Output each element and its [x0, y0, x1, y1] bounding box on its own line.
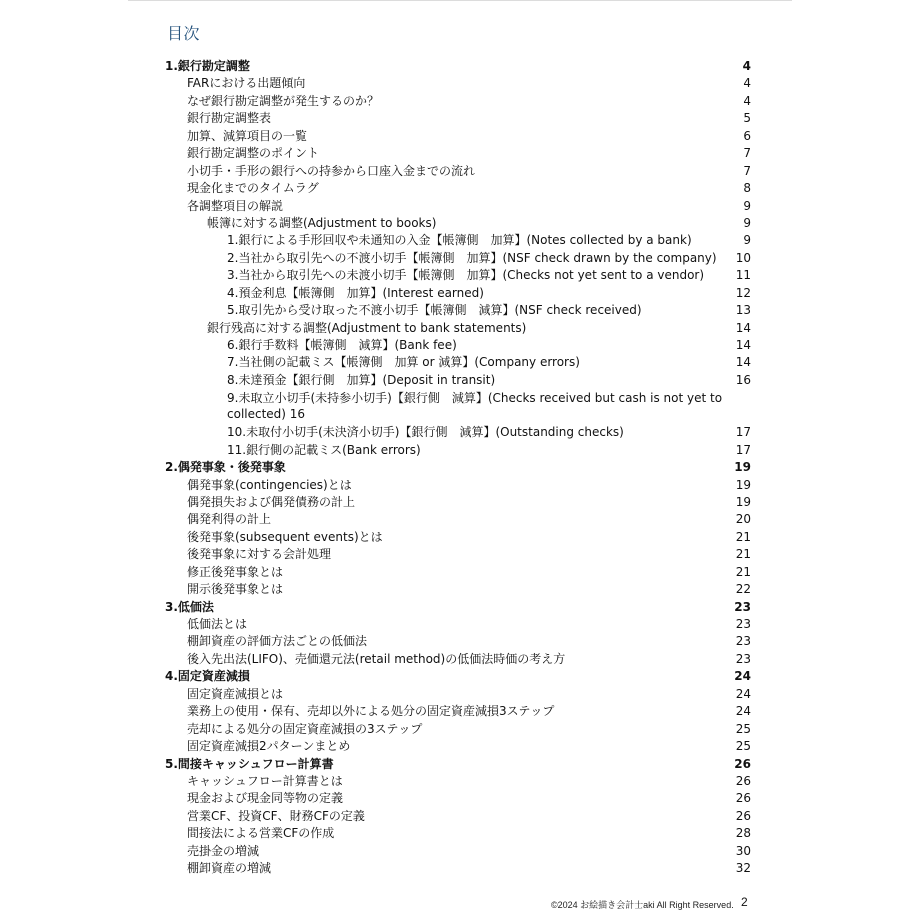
toc-entry-label: 低価法とは [187, 617, 248, 632]
toc-entry[interactable] [165, 860, 757, 877]
toc-entry-label: 現金および現金同等物の定義 [187, 791, 344, 806]
toc-entry-page-number: 17 [735, 442, 751, 457]
toc-entry-page-number: 26 [735, 808, 751, 823]
footer-copyright: ©2024 お絵描き会計士aki All Right Reserved. [551, 900, 734, 910]
toc-entry-label: 後入先出法(LIFO)、売価還元法(retail method)の低価法時価の考え方 [187, 651, 566, 666]
toc-entry[interactable] [165, 267, 757, 284]
toc-entry[interactable] [165, 721, 757, 738]
toc-entry-label: 修正後発事象とは [187, 564, 284, 579]
toc-entry-page-number: 5 [743, 111, 751, 126]
toc-entry-label: 業務上の使用・保有、売却以外による処分の固定資産減損3ステップ [187, 704, 555, 719]
toc-entry-label: 銀行勘定調整のポイント [187, 146, 320, 161]
toc-entry-label: なぜ銀行勘定調整が発生するのか？ [187, 93, 380, 108]
toc-entry-label: 6.銀行手数料【帳簿側 減算】(Bank fee) [227, 338, 457, 352]
toc-entry[interactable] [165, 180, 757, 197]
toc-entry[interactable] [165, 75, 757, 92]
toc-entry-page-number: 32 [735, 861, 751, 876]
toc-entry-page-number: 4 [743, 76, 751, 91]
toc-entry[interactable] [165, 337, 757, 354]
toc-entry-page-number: 19 [734, 460, 751, 475]
toc-entry[interactable] [165, 372, 757, 389]
toc-entry-label: 売掛金の増減 [187, 843, 260, 858]
toc-entry[interactable] [165, 389, 757, 424]
toc-entry-page-number: 17 [735, 425, 751, 440]
toc-entry-page-number: 26 [735, 791, 751, 806]
toc-entry-label: 5.取引先から受け取った不渡小切手【帳簿側 減算】(NSF check received) [227, 303, 642, 318]
toc-entry-page-number: 26 [735, 773, 751, 788]
toc-entry[interactable] [165, 738, 757, 755]
toc-entry-page-number: 21 [735, 564, 751, 579]
toc-entry[interactable] [165, 616, 757, 633]
toc-entry-page-number: 23 [734, 599, 751, 614]
toc-entry-page-number: 14 [735, 355, 751, 370]
toc-entry-label: 固定資産減損2パターンまとめ [187, 739, 351, 754]
toc-entry-label: 間接法による営業CFの作成 [187, 826, 335, 841]
toc-entry-label: 9.未取立小切手(未持参小切手)【銀行側 減算】(Checks received but cash is not yet to collected) 16 [227, 391, 723, 422]
toc-entry-page-number: 14 [735, 338, 751, 352]
toc-entry-page-number: 25 [735, 721, 751, 736]
toc-entry-label: 8.未達預金【銀行側 加算】(Deposit in transit) [227, 372, 496, 387]
toc-entry[interactable] [165, 320, 757, 337]
toc-entry-label: 1.銀行による手形回収や未通知の入金【帳簿側 加算】(Notes collected by a bank) [227, 233, 692, 248]
toc-entry-page-number: 6 [743, 128, 751, 143]
toc-entry[interactable] [165, 232, 757, 249]
toc-entry[interactable] [165, 163, 757, 180]
toc-entry-page-number: 21 [735, 547, 751, 562]
toc-entry-label: 帳簿に対する調整(Adjustment to books) [207, 215, 437, 230]
toc-entry-label: 小切手・手形の銀行への持参から口座入金までの流れ [187, 163, 476, 178]
toc-entry-page-number: 24 [735, 704, 751, 719]
toc-entry-label: 各調整項目の解説 [187, 198, 284, 213]
toc-entry-label: 営業CF、投資CF、財務CFの定義 [187, 808, 365, 823]
toc-entry[interactable] [165, 110, 757, 127]
toc-entry[interactable] [165, 442, 757, 459]
toc-entry-page-number: 9 [743, 233, 751, 248]
toc-entry-label: FARにおける出題傾向 [187, 76, 306, 91]
toc-entry[interactable] [165, 808, 757, 825]
toc-entry[interactable] [165, 564, 757, 581]
toc-entry-label: 2.当社から取引先への不渡小切手【帳簿側 加算】(NSF check drawn by the company) [227, 250, 717, 265]
toc-entry[interactable] [165, 302, 757, 319]
toc-entry-label: 偶発事象(contingencies)とは [187, 477, 352, 492]
toc-entry-label: 偶発損失および偶発債務の計上 [187, 494, 356, 509]
toc-entry-label: 3.当社から取引先への未渡小切手【帳簿側 加算】(Checks not yet sent to a vendor) [227, 268, 705, 283]
toc-entry[interactable] [165, 215, 757, 232]
toc-entry[interactable] [165, 651, 757, 668]
toc-entry-label: 後発事象(subsequent events)とは [187, 529, 383, 544]
toc-entry-page-number: 4 [743, 93, 751, 108]
toc-entry-label: 固定資産減損とは [187, 686, 284, 701]
toc-entry-page-number: 14 [735, 320, 751, 335]
toc-entry-page-number: 23 [735, 651, 751, 666]
toc-entry-label: 棚卸資産の評価方法ごとの低価法 [187, 634, 368, 649]
toc-entry[interactable] [165, 494, 757, 511]
toc-entry[interactable] [165, 459, 757, 476]
toc-entry[interactable] [165, 511, 757, 528]
toc-entry[interactable] [165, 529, 757, 546]
toc-entry-page-number: 12 [735, 285, 751, 300]
footer-page-number: 2 [741, 895, 748, 909]
toc-title: 目次 [167, 24, 201, 43]
toc-entry-page-number: 22 [735, 582, 751, 597]
toc-entry[interactable] [165, 668, 757, 685]
toc-entry-page-number: 4 [742, 59, 751, 73]
toc-entry-page-number: 19 [735, 494, 751, 509]
toc-entry[interactable] [165, 198, 757, 215]
toc-entry[interactable] [165, 599, 757, 616]
toc-entry[interactable] [165, 843, 757, 860]
toc-entry[interactable] [165, 703, 757, 720]
toc-entry-label: 銀行勘定調整表 [187, 111, 272, 126]
toc-entry[interactable] [165, 128, 757, 145]
toc-entry-page-number: 7 [743, 163, 751, 178]
toc-entry-label: 加算、減算項目の一覧 [187, 128, 308, 143]
toc-entry[interactable] [165, 285, 757, 302]
toc-entry-label: 売却による処分の固定資産減損の3ステップ [187, 721, 423, 736]
toc-entry-page-number: 8 [743, 181, 751, 196]
toc-entry[interactable] [165, 250, 757, 267]
toc-entry-page-number: 9 [743, 215, 751, 230]
toc-entry-page-number: 16 [735, 372, 751, 387]
toc-entry[interactable] [165, 686, 757, 703]
toc-entry-label: キャッシュフロー計算書とは [187, 773, 343, 788]
toc-entry-page-number: 25 [735, 739, 751, 754]
toc-entry-page-number: 13 [735, 303, 751, 318]
toc-entry-label: 2.偶発事象・後発事象 [165, 460, 286, 475]
table-of-contents [165, 58, 757, 878]
toc-entry[interactable] [165, 424, 757, 441]
toc-entry-label: 後発事象に対する会計処理 [187, 547, 332, 562]
toc-entry[interactable] [165, 145, 757, 162]
toc-entry[interactable] [165, 546, 757, 563]
toc-entry[interactable] [165, 825, 757, 842]
toc-entry-label: 1.銀行勘定調整 [165, 59, 250, 73]
toc-entry-page-number: 21 [735, 529, 751, 544]
toc-entry[interactable] [165, 773, 757, 790]
toc-entry[interactable] [165, 93, 757, 110]
toc-entry-page-number: 28 [735, 826, 751, 841]
toc-entry-label: 4.預金利息【帳簿側 加算】(Interest earned) [227, 285, 484, 300]
toc-entry-page-number: 7 [743, 146, 751, 161]
toc-entry-page-number: 20 [735, 512, 751, 527]
toc-entry-label: 5.間接キャッシュフロー計算書 [165, 756, 334, 771]
top-divider [128, 0, 792, 1]
toc-entry-label: 4.固定資産減損 [165, 669, 250, 684]
toc-entry[interactable] [165, 790, 757, 807]
toc-entry-page-number: 23 [735, 617, 751, 632]
toc-entry[interactable] [165, 581, 757, 598]
toc-entry-page-number: 24 [735, 686, 751, 701]
toc-entry[interactable] [165, 477, 757, 494]
toc-entry-page-number: 19 [735, 477, 751, 492]
toc-entry[interactable] [165, 633, 757, 650]
toc-entry-label: 銀行残高に対する調整(Adjustment to bank statements) [207, 320, 527, 335]
toc-entry-label: 7.当社側の記載ミス【帳簿側 加算 or 減算】(Company errors) [227, 355, 580, 370]
toc-entry-page-number: 24 [734, 669, 751, 684]
toc-entry-page-number: 30 [735, 843, 751, 858]
toc-entry-label: 偶発利得の計上 [187, 512, 272, 527]
toc-entry-label: 現金化までのタイムラグ [187, 181, 319, 196]
toc-entry-label: 11.銀行側の記載ミス(Bank errors) [227, 442, 421, 457]
toc-entry-label: 3.低価法 [165, 599, 214, 614]
toc-entry-label: 開示後発事象とは [187, 582, 284, 597]
toc-entry-page-number: 10 [735, 250, 751, 265]
toc-entry-page-number: 23 [735, 634, 751, 649]
toc-entry-page-number: 26 [734, 756, 751, 771]
toc-entry[interactable] [165, 58, 757, 75]
toc-entry-page-number: 9 [743, 198, 751, 213]
toc-entry-label: 10.未取付小切手(未決済小切手)【銀行側 減算】(Outstanding checks) [227, 425, 624, 440]
toc-entry-page-number: 11 [735, 268, 751, 283]
toc-entry[interactable] [165, 354, 757, 371]
toc-entry[interactable] [165, 756, 757, 773]
toc-entry-label: 棚卸資産の増減 [187, 861, 272, 876]
